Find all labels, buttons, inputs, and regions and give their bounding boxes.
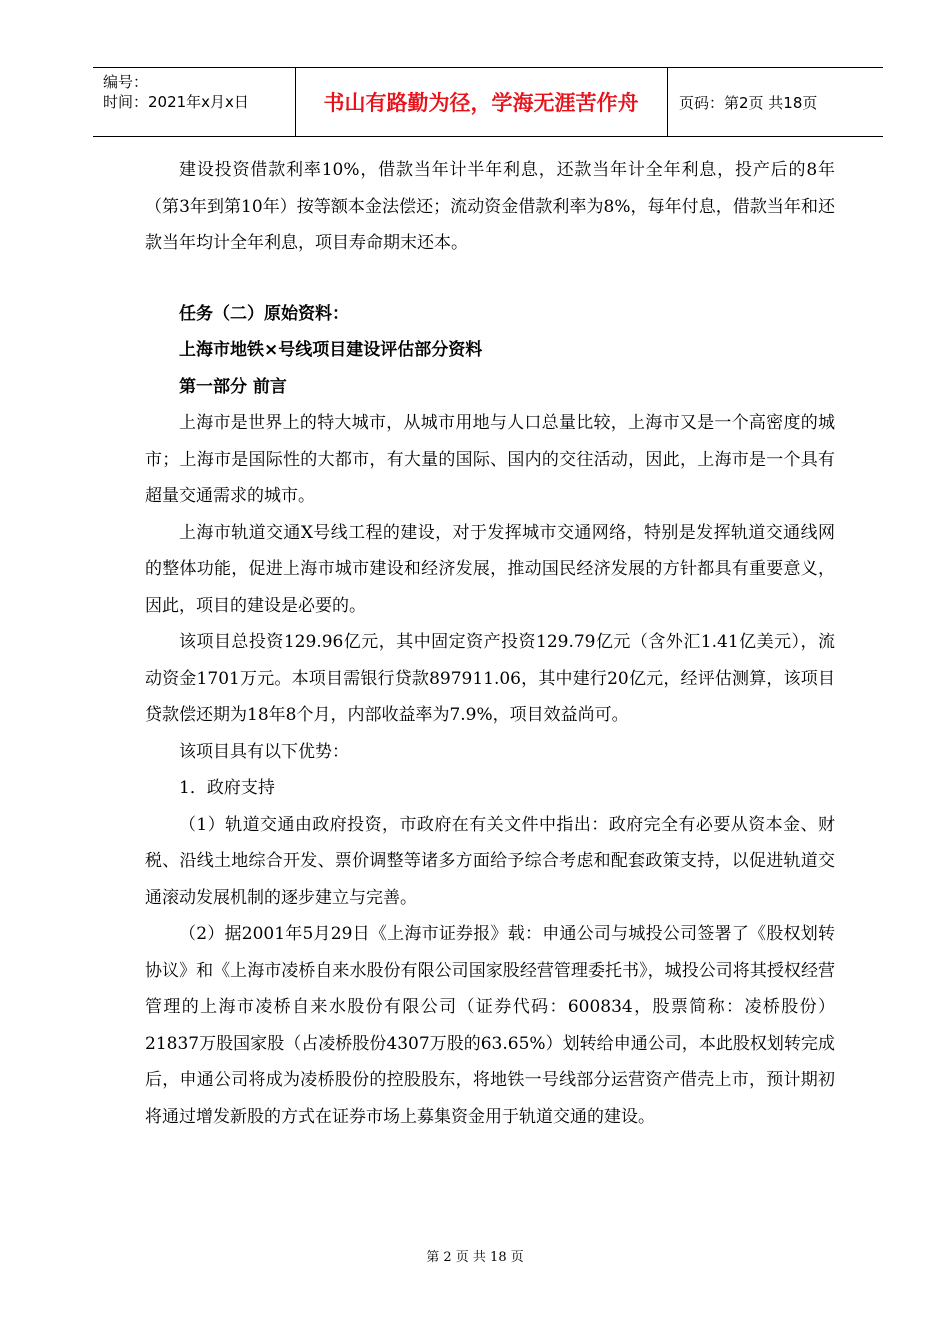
paragraph: 1．政府支持: [179, 778, 275, 798]
header-table: [93, 67, 883, 137]
page-label: 页码：第2页 共18页: [679, 93, 818, 112]
spacer: [145, 262, 835, 296]
paragraph: 上海市是世界上的特大城市，从城市用地与人口总量比较，上海市又是一个高密度的城市；上海市是国际性的大都市，有大量的国际、国内的交往活动，因此，上海市是一个具有超量交通需求的城市。: [145, 413, 835, 506]
header-info-cell: [93, 68, 296, 136]
number-label: 编号：: [103, 73, 149, 91]
task-heading: 任务（二）原始资料：: [179, 303, 349, 324]
paragraph-interest: 建设投资借款利率10%，借款当年计半年利息，还款当年计全年利息，投产后的8年（第3年到第10年）按等额本金法偿还；流动资金借款利率为8%，每年付息，借款当年和还款当年均计全年利息，项目寿命期末还本。: [145, 160, 835, 253]
paragraph: 上海市轨道交通X号线工程的建设，对于发挥城市交通网络，特别是发挥轨道交通线网的整体功能，促进上海市城市建设和经济发展，推动国民经济发展的方针都具有重要意义，因此，项目的建设是必要的。: [145, 522, 835, 616]
motto: 书山有路勤为径，学海无涯苦作舟: [295, 68, 668, 136]
paragraph: 该项目总投资129.96亿元，其中固定资产投资129.79亿元（含外汇1.41亿美元），流动资金1701万元。本项目需银行贷款897911.06，其中建行20亿元，经评估测算，该项目贷款偿还期为18年8个月，内部收益率为7.9%，项目效益尚可。: [145, 632, 835, 725]
page-footer: 第 2 页 共 18 页: [426, 1250, 524, 1265]
document-body: [145, 152, 835, 1135]
document-title: 上海市地铁×号线项目建设评估部分资料: [179, 340, 483, 360]
paragraph: （1）轨道交通由政府投资，市政府在有关文件中指出：政府完全有必要从资本金、财税、沿线土地综合开发、票价调整等诸多方面给予综合考虑和配套政策支持，以促进轨道交通滚动发展机制的逐步建立与完善。: [145, 814, 835, 908]
paragraph: 该项目具有以下优势：: [179, 741, 349, 762]
part-title: 第一部分 前言: [179, 376, 287, 397]
time-label: 时间：2021年x月x日: [103, 93, 249, 111]
paragraph: （2）据2001年5月29日《上海市证券报》载：申通公司与城投公司签署了《股权划转协议》和《上海市凌桥自来水股份有限公司国家股经营管理委托书》，城投公司将其授权经营管理的上海市凌桥自来水股份有限公司（证券代码：600834，股票简称：凌桥股份）21837万股国家股（占凌桥股份4307万股的63.65%）划转给申通公司，本此股权划转完成后，申通公司将成为凌桥股份的控股股东，将地铁一号线部分运营资产借壳上市，预计期初将通过增发新股的方式在证券市场上募集资金用于轨道交通的建设。: [145, 924, 835, 1127]
